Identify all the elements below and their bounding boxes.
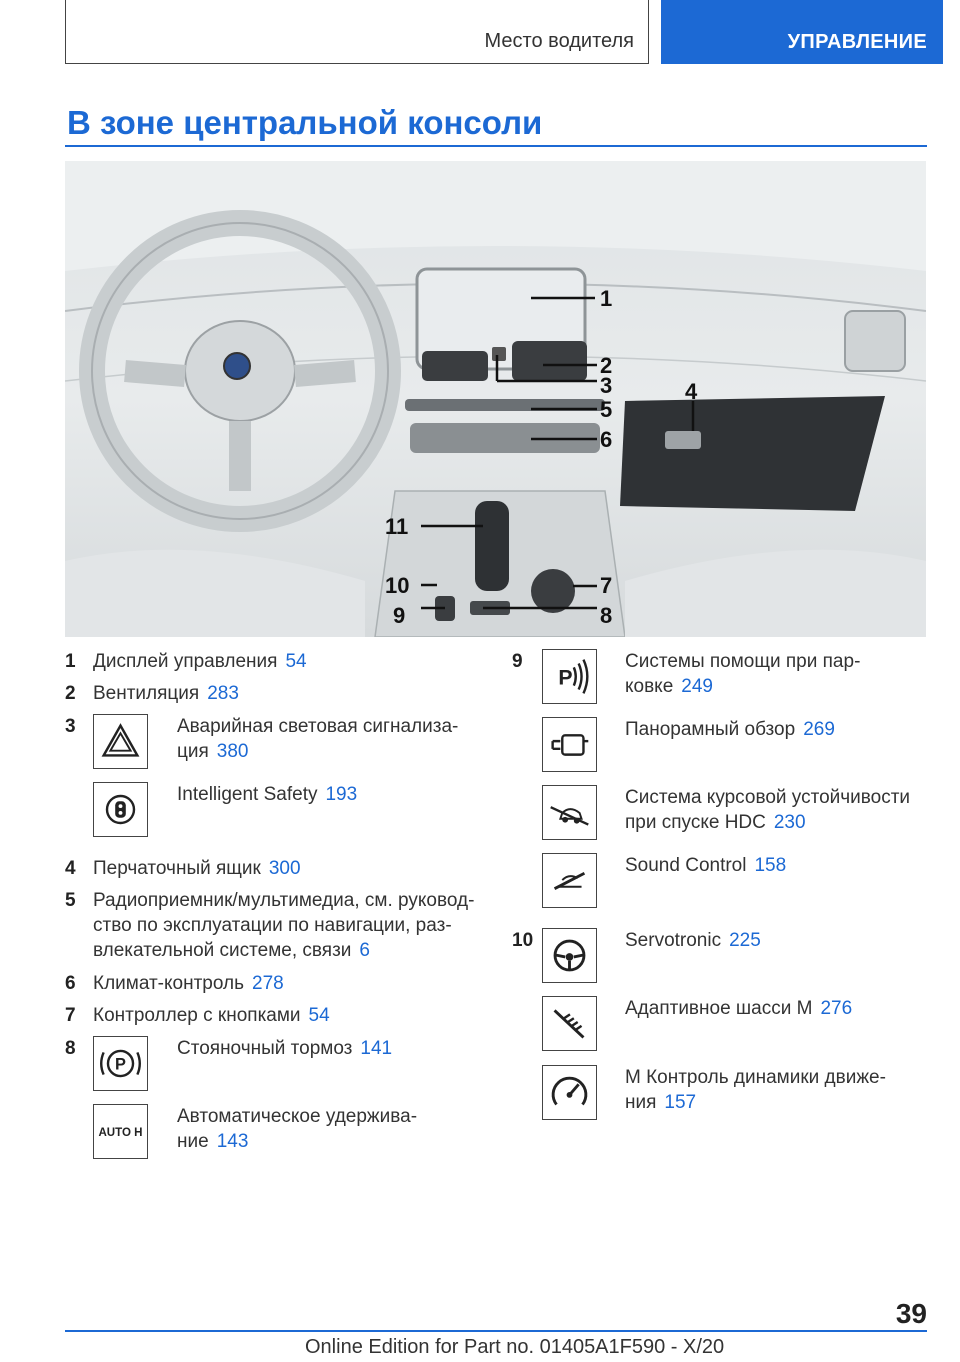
page-link[interactable]: 225 [729, 930, 761, 951]
page-link[interactable]: 283 [207, 683, 239, 704]
item-number: 1 [65, 651, 76, 672]
callout-5: 5 [600, 397, 613, 422]
item-number: 3 [65, 716, 76, 737]
adaptive-suspension-icon [542, 996, 597, 1051]
page-link[interactable]: 158 [754, 855, 787, 876]
page-title: В зоне центральной консоли [67, 104, 543, 141]
callout-7: 7 [600, 573, 613, 598]
hill-descent-icon [542, 785, 597, 840]
list-item-cont: ние 143 [177, 1131, 249, 1152]
item-number: 8 [65, 1038, 76, 1059]
item-number: 7 [65, 1005, 76, 1026]
list-item: Радиоприемник/мультимедиа, см. руковод- [93, 890, 475, 911]
item-number: 4 [65, 858, 76, 879]
park-assist-icon [542, 649, 597, 704]
list-item-cont: ция 380 [177, 741, 249, 762]
list-item: Системы помощи при пар- [625, 651, 861, 672]
item-number: 9 [512, 651, 523, 672]
list-item: Intelligent Safety 193 [177, 784, 358, 805]
page-link[interactable]: 230 [773, 812, 806, 833]
callout-9: 9 [393, 603, 406, 628]
callout-1: 1 [600, 286, 613, 311]
page-link[interactable]: 249 [681, 676, 713, 697]
callout-2: 2 [600, 353, 613, 378]
page-link[interactable]: 143 [216, 1131, 249, 1152]
page-link[interactable]: 193 [325, 784, 358, 805]
page-link[interactable]: 278 [252, 973, 284, 994]
list-item: Стояночный тормоз 141 [177, 1038, 393, 1059]
list-item: Перчаточный ящик 300 [93, 858, 301, 879]
sound-control-icon [542, 853, 597, 908]
item-number: 2 [65, 683, 76, 704]
list-item-cont: ковке 249 [625, 676, 713, 697]
svg-text:P: P [558, 666, 573, 690]
callout-6: 6 [600, 427, 613, 452]
callout-10: 10 [385, 573, 410, 598]
list-item: Servotronic 225 [625, 930, 761, 951]
callout-8: 8 [600, 603, 613, 628]
list-item: Панорамный обзор 269 [625, 719, 835, 740]
list-item: Адаптивное шасси M 276 [625, 998, 853, 1019]
callout-11: 11 [385, 514, 409, 539]
page-link[interactable]: 54 [308, 1005, 330, 1026]
header-section-title: Место водителя [484, 30, 634, 52]
list-item-cont: при спуске HDC 230 [625, 812, 806, 833]
item-number: 10 [512, 930, 534, 951]
surround-view-icon [542, 717, 597, 772]
list-item: Аварийная световая сигнализа- [177, 716, 459, 737]
page-link[interactable]: 269 [803, 719, 835, 740]
footer-edition: Online Edition for Part no. 01405A1F590 - X/20 [305, 1336, 725, 1358]
list-item: M Контроль динамики движе- [625, 1067, 886, 1088]
callout-4: 4 [685, 379, 698, 404]
steering-wheel-icon [542, 928, 597, 983]
list-item: Sound Control 158 [625, 855, 787, 876]
list-item-cont: ство по эксплуатации по навигации, раз- [93, 915, 452, 936]
page-link[interactable]: 6 [359, 940, 370, 961]
footer-divider [65, 1330, 927, 1332]
item-number: 5 [65, 890, 76, 911]
page-link[interactable]: 300 [268, 858, 301, 879]
list-item: Климат-контроль 278 [93, 973, 284, 994]
header-chapter-title: УПРАВЛЕНИЕ [787, 31, 927, 53]
svg-text:P: P [115, 1055, 126, 1074]
m-dynamic-control-icon [542, 1065, 597, 1120]
item-number: 6 [65, 973, 76, 994]
page-link[interactable]: 157 [664, 1092, 697, 1113]
list-item: Контроллер с кнопками 54 [93, 1005, 330, 1026]
page-link[interactable]: 276 [820, 998, 853, 1019]
page-link[interactable]: 54 [285, 651, 307, 672]
list-item: Дисплей управления 54 [93, 651, 307, 672]
page-link[interactable]: 380 [216, 741, 249, 762]
list-item: Вентиляция 283 [93, 683, 239, 704]
list-item: Автоматическое удержива- [177, 1106, 418, 1127]
callout-3: 3 [600, 373, 613, 398]
list-item-cont: влекательной системе, связи 6 [93, 940, 370, 961]
page-number: 39 [895, 1298, 927, 1329]
list-item-cont: ния 157 [625, 1092, 697, 1113]
svg-text:AUTO H: AUTO H [98, 1126, 143, 1139]
list-item: Система курсовой устойчивости [625, 787, 911, 808]
page-link[interactable]: 141 [360, 1038, 393, 1059]
